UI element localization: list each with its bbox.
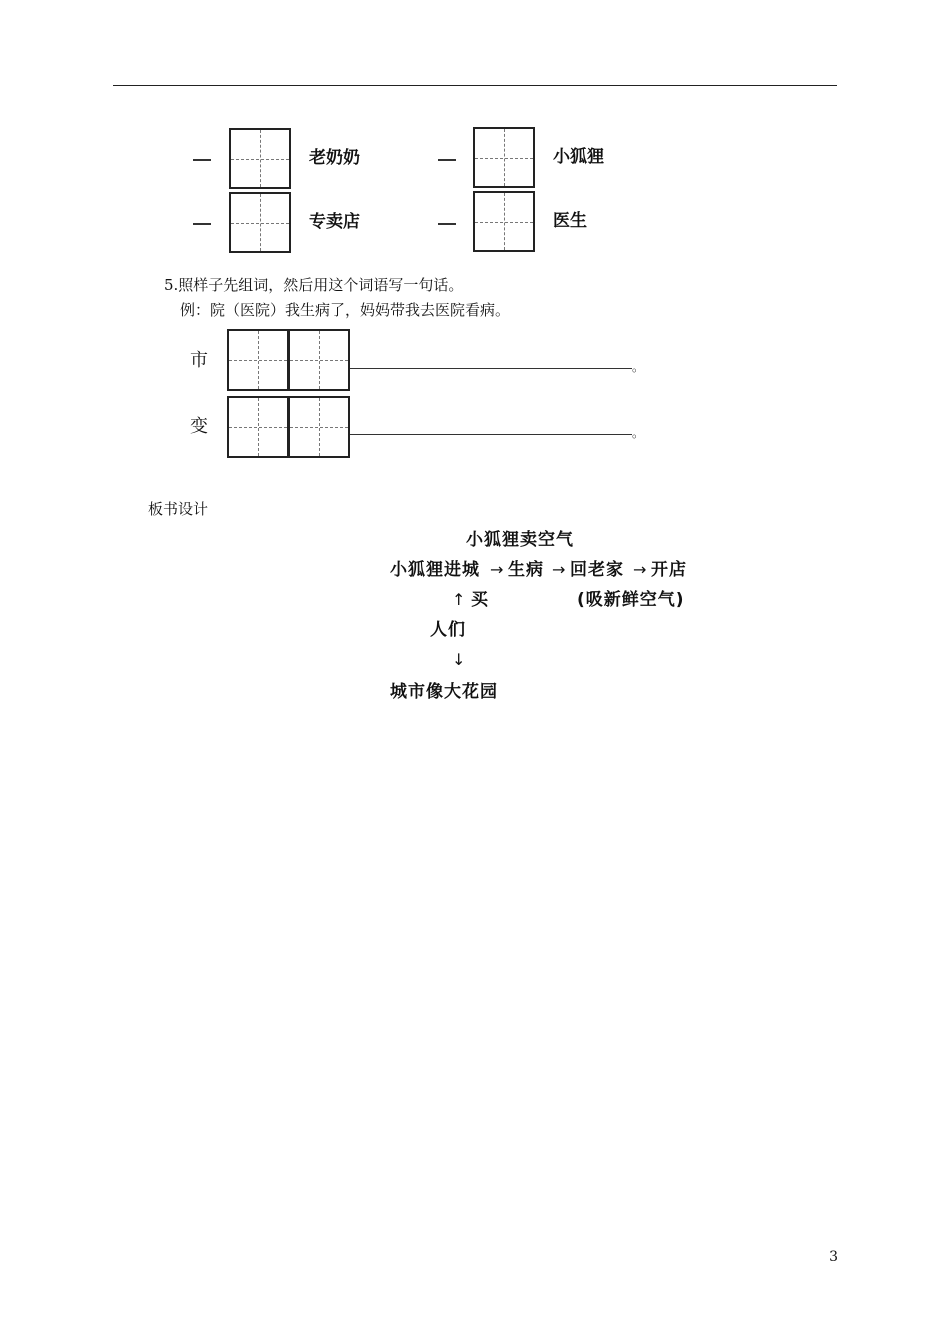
period-mark: 。 — [632, 426, 645, 440]
result-label: 城市像大花园 — [390, 682, 498, 702]
dash-mark — [193, 223, 211, 225]
dash-mark — [438, 159, 456, 161]
chain-step: 回老家 — [570, 560, 624, 580]
header-rule — [113, 85, 837, 86]
right-arrow-icon: → — [633, 560, 647, 579]
right-arrow-icon: → — [552, 560, 566, 579]
word-label: 医生 — [553, 211, 587, 231]
writing-box[interactable] — [473, 127, 535, 188]
word-label: 小狐狸 — [553, 147, 604, 167]
chain-step: 小狐狸进城 — [390, 560, 480, 580]
writing-box[interactable] — [227, 329, 289, 391]
writing-box[interactable] — [227, 396, 289, 458]
word-label: 专卖店 — [309, 212, 360, 232]
answer-line[interactable] — [350, 368, 632, 369]
board-title: 小狐狸卖空气 — [466, 530, 574, 550]
word-label: 老奶奶 — [309, 148, 360, 168]
writing-box[interactable] — [229, 128, 291, 189]
page-number: 3 — [829, 1249, 838, 1265]
board-heading: 板书设计 — [148, 500, 209, 518]
row-character: 变 — [190, 416, 208, 437]
note-label: (吸新鲜空气) — [577, 590, 685, 610]
chain-step: 开店 — [651, 560, 687, 580]
up-arrow-icon: ↑ — [452, 590, 466, 609]
period-mark: 。 — [632, 360, 645, 374]
chain-step: 生病 — [508, 560, 544, 580]
right-arrow-icon: → — [490, 560, 504, 579]
row-character: 市 — [190, 350, 208, 371]
answer-line[interactable] — [350, 434, 632, 435]
exercise5-instruction: 5.照样子先组词，然后用这个词语写一句话。 — [164, 276, 464, 294]
buy-label: 买 — [471, 590, 489, 610]
dash-mark — [438, 223, 456, 225]
down-arrow-icon: ↓ — [452, 650, 466, 669]
dash-mark — [193, 159, 211, 161]
exercise5-example: 例：院（医院）我生病了，妈妈带我去医院看病。 — [180, 301, 511, 319]
writing-box[interactable] — [229, 192, 291, 253]
writing-box[interactable] — [288, 396, 350, 458]
writing-box[interactable] — [288, 329, 350, 391]
writing-box[interactable] — [473, 191, 535, 252]
people-label: 人们 — [430, 620, 466, 640]
